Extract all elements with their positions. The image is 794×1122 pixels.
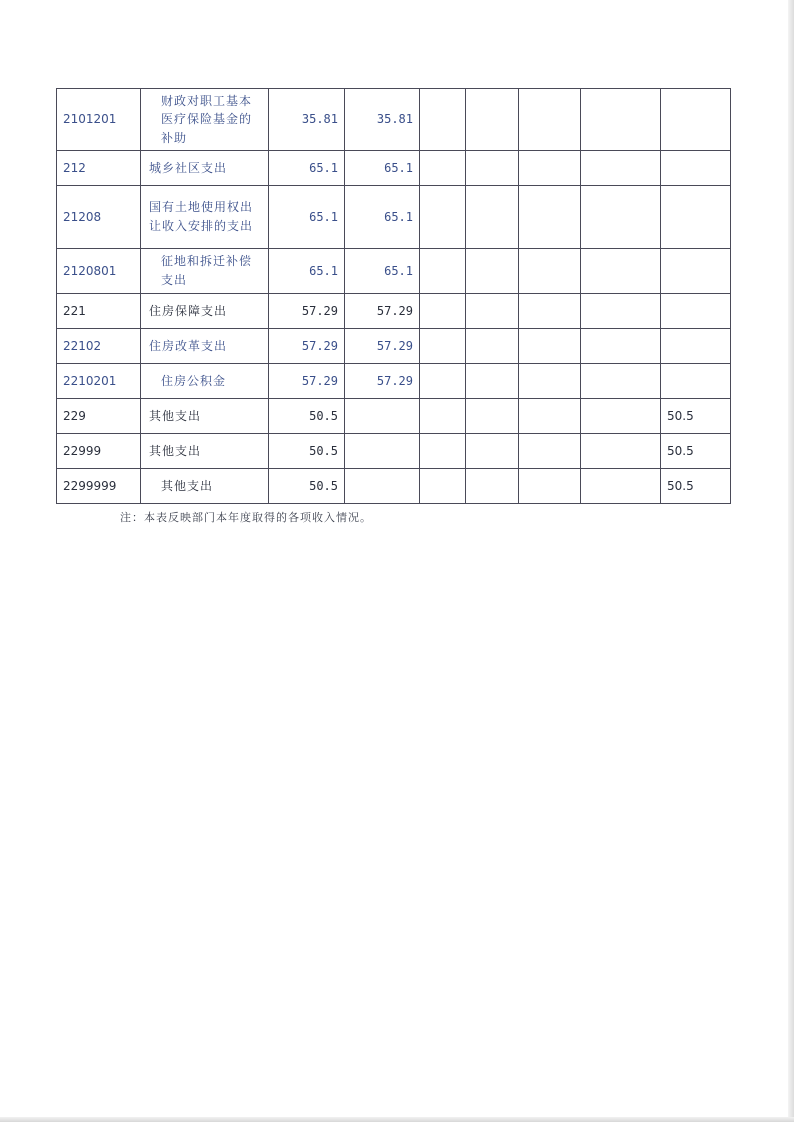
subject-code: 221 bbox=[57, 294, 141, 329]
total-value: 65.1 bbox=[269, 249, 345, 294]
other-income-value bbox=[661, 89, 731, 151]
empty-cell bbox=[466, 399, 519, 434]
subject-code: 22102 bbox=[57, 329, 141, 364]
subject-code: 229 bbox=[57, 399, 141, 434]
subject-name: 财政对职工基本医疗保险基金的补助 bbox=[141, 89, 269, 151]
appropriation-value: 57.29 bbox=[345, 329, 420, 364]
empty-cell bbox=[519, 186, 581, 249]
table-footnote: 注：本表反映部门本年度取得的各项收入情况。 bbox=[120, 511, 372, 524]
empty-cell bbox=[519, 399, 581, 434]
empty-cell bbox=[420, 469, 466, 504]
subject-name: 住房保障支出 bbox=[141, 294, 269, 329]
empty-cell bbox=[519, 434, 581, 469]
other-income-value bbox=[661, 186, 731, 249]
appropriation-value: 57.29 bbox=[345, 294, 420, 329]
empty-cell bbox=[519, 249, 581, 294]
total-value: 57.29 bbox=[269, 364, 345, 399]
empty-cell bbox=[581, 186, 661, 249]
subject-name: 住房公积金 bbox=[141, 364, 269, 399]
empty-cell bbox=[466, 434, 519, 469]
empty-cell bbox=[581, 364, 661, 399]
other-income-value: 50.5 bbox=[661, 469, 731, 504]
subject-name: 征地和拆迁补偿支出 bbox=[141, 249, 269, 294]
subject-code: 22999 bbox=[57, 434, 141, 469]
empty-cell bbox=[519, 364, 581, 399]
empty-cell bbox=[466, 329, 519, 364]
total-value: 50.5 bbox=[269, 399, 345, 434]
table-row bbox=[57, 364, 731, 399]
page-edge-shadow-bottom bbox=[0, 1117, 794, 1122]
other-income-value bbox=[661, 294, 731, 329]
empty-cell bbox=[420, 294, 466, 329]
page-edge-shadow bbox=[788, 0, 794, 1122]
table-row bbox=[57, 89, 731, 151]
empty-cell bbox=[581, 249, 661, 294]
table-row bbox=[57, 151, 731, 186]
empty-cell bbox=[519, 294, 581, 329]
subject-name: 住房改革支出 bbox=[141, 329, 269, 364]
appropriation-value bbox=[345, 399, 420, 434]
subject-code: 21208 bbox=[57, 186, 141, 249]
table-row bbox=[57, 249, 731, 294]
empty-cell bbox=[420, 399, 466, 434]
empty-cell bbox=[466, 151, 519, 186]
appropriation-value: 65.1 bbox=[345, 151, 420, 186]
table-row bbox=[57, 434, 731, 469]
subject-code: 2210201 bbox=[57, 364, 141, 399]
empty-cell bbox=[420, 434, 466, 469]
total-value: 50.5 bbox=[269, 434, 345, 469]
subject-name: 其他支出 bbox=[141, 469, 269, 504]
empty-cell bbox=[420, 329, 466, 364]
appropriation-value: 65.1 bbox=[345, 249, 420, 294]
table-row bbox=[57, 399, 731, 434]
empty-cell bbox=[519, 329, 581, 364]
appropriation-value bbox=[345, 469, 420, 504]
empty-cell bbox=[581, 329, 661, 364]
subject-code: 212 bbox=[57, 151, 141, 186]
total-value: 65.1 bbox=[269, 186, 345, 249]
empty-cell bbox=[420, 186, 466, 249]
other-income-value: 50.5 bbox=[661, 434, 731, 469]
appropriation-value bbox=[345, 434, 420, 469]
other-income-value bbox=[661, 151, 731, 186]
total-value: 50.5 bbox=[269, 469, 345, 504]
empty-cell bbox=[581, 151, 661, 186]
subject-name: 其他支出 bbox=[141, 399, 269, 434]
empty-cell bbox=[581, 89, 661, 151]
table-row bbox=[57, 294, 731, 329]
table-row bbox=[57, 469, 731, 504]
subject-name: 其他支出 bbox=[141, 434, 269, 469]
empty-cell bbox=[581, 434, 661, 469]
empty-cell bbox=[466, 294, 519, 329]
empty-cell bbox=[519, 469, 581, 504]
empty-cell bbox=[466, 186, 519, 249]
subject-code: 2101201 bbox=[57, 89, 141, 151]
table-row bbox=[57, 186, 731, 249]
empty-cell bbox=[581, 294, 661, 329]
total-value: 35.81 bbox=[269, 89, 345, 151]
other-income-value: 50.5 bbox=[661, 399, 731, 434]
empty-cell bbox=[420, 151, 466, 186]
other-income-value bbox=[661, 364, 731, 399]
subject-code: 2299999 bbox=[57, 469, 141, 504]
total-value: 65.1 bbox=[269, 151, 345, 186]
appropriation-value: 65.1 bbox=[345, 186, 420, 249]
total-value: 57.29 bbox=[269, 294, 345, 329]
empty-cell bbox=[581, 469, 661, 504]
appropriation-value: 35.81 bbox=[345, 89, 420, 151]
empty-cell bbox=[519, 89, 581, 151]
empty-cell bbox=[466, 469, 519, 504]
empty-cell bbox=[581, 399, 661, 434]
appropriation-value: 57.29 bbox=[345, 364, 420, 399]
total-value: 57.29 bbox=[269, 329, 345, 364]
empty-cell bbox=[420, 89, 466, 151]
empty-cell bbox=[466, 89, 519, 151]
other-income-value bbox=[661, 329, 731, 364]
empty-cell bbox=[420, 249, 466, 294]
table-row bbox=[57, 329, 731, 364]
subject-name: 城乡社区支出 bbox=[141, 151, 269, 186]
empty-cell bbox=[519, 151, 581, 186]
subject-code: 2120801 bbox=[57, 249, 141, 294]
other-income-value bbox=[661, 249, 731, 294]
empty-cell bbox=[466, 364, 519, 399]
subject-name: 国有土地使用权出让收入安排的支出 bbox=[141, 186, 269, 249]
empty-cell bbox=[420, 364, 466, 399]
income-table bbox=[56, 88, 731, 504]
empty-cell bbox=[466, 249, 519, 294]
